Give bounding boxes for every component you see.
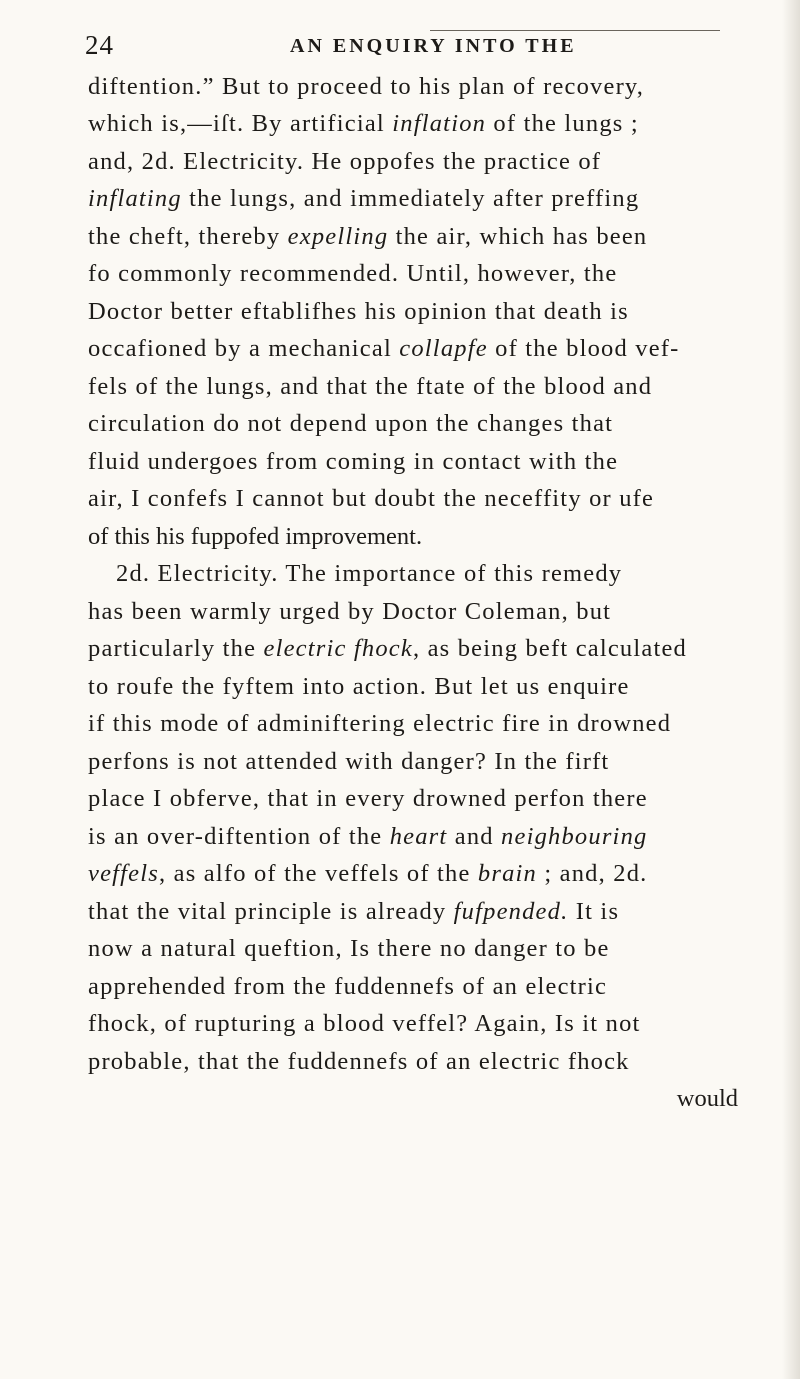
text-segment: perfons is not attended with danger? In the firft: [88, 748, 610, 775]
text-segment: ; and, 2d.: [537, 860, 648, 887]
text-line: [88, 297, 629, 327]
page-header: [85, 30, 725, 60]
text-segment: fluid undergoes from coming in contact with the: [88, 448, 619, 475]
text-segment: fo commonly recommended. Until, however, the: [88, 260, 618, 287]
text-line: [88, 1047, 630, 1077]
text-segment: the cheft, thereby: [88, 223, 288, 250]
text-segment: fhock, of rupturing a blood veffel? Again, Is it not: [88, 1010, 641, 1037]
text-line: [677, 1084, 738, 1114]
text-segment: It is: [568, 898, 620, 925]
text-segment: probable, that the fuddennefs of an electric fhock: [88, 1048, 630, 1075]
text-line: [88, 447, 618, 477]
text-line: [88, 184, 639, 214]
text-line: [88, 709, 671, 739]
text-line: [88, 672, 630, 702]
italic-text-segment: inflating: [88, 185, 182, 212]
text-line: [88, 409, 613, 439]
text-segment: of the lungs ;: [486, 110, 639, 137]
text-segment: , as being beft calculated: [412, 635, 687, 662]
italic-text-segment: neighbouring: [501, 823, 648, 850]
text-line: [88, 634, 687, 664]
text-line: [88, 259, 617, 289]
text-segment: is an over-diftention of the: [88, 823, 390, 850]
text-line: [88, 72, 644, 102]
italic-text-segment: collapfe: [399, 335, 488, 362]
text-segment: apprehended from the fuddennefs of an electric: [88, 973, 608, 1000]
header-rule: [430, 30, 720, 31]
text-line: [88, 522, 422, 552]
text-segment: circulation do not depend upon the changes that: [88, 410, 614, 437]
italic-text-segment: heart: [389, 823, 448, 850]
text-segment: place I obferve, that in every drowned perfon there: [88, 785, 648, 812]
text-segment: , as alfo of the veffels of the: [158, 860, 478, 887]
text-line: [88, 859, 648, 889]
text-segment: now a natural queftion, Is there no danger to be: [88, 935, 610, 962]
text-segment: occafioned by a mechanical: [88, 335, 400, 362]
text-segment: which is,—iſt. By artificial: [88, 110, 393, 137]
text-segment: the lungs, and immediately after preffing: [181, 185, 640, 212]
text-line: [88, 784, 648, 814]
text-segment: and: [447, 823, 502, 850]
italic-text-segment: fufpended.: [453, 898, 569, 925]
page-edge-shadow: [782, 0, 800, 1379]
text-line: [88, 597, 611, 627]
text-segment: air, I confefs I cannot but doubt the neceffity or ufe: [88, 485, 655, 512]
text-segment: would: [676, 1085, 738, 1112]
text-line: [88, 1009, 641, 1039]
text-line: [88, 484, 654, 514]
italic-text-segment: inflation: [392, 110, 487, 137]
italic-text-segment: electric fhock: [263, 635, 413, 662]
italic-text-segment: expelling: [287, 223, 389, 250]
text-segment: particularly the: [88, 635, 264, 662]
italic-text-segment: veffels: [88, 860, 159, 887]
text-segment: fels of the lungs, and that the ftate of the blood and: [88, 373, 653, 400]
text-line: [88, 822, 647, 852]
text-segment: Doctor better eftablifhes his opinion that death is: [88, 298, 629, 325]
text-segment: diftention.” But to proceed to his plan of recovery,: [88, 73, 645, 100]
text-segment: to roufe the fyftem into action. But let us enquire: [88, 673, 630, 700]
text-line: [88, 897, 619, 927]
running-head: AN ENQUIRY INTO THE: [290, 35, 577, 57]
text-segment: the air, which has been: [388, 223, 648, 250]
text-segment: of the blood vef-: [487, 335, 680, 362]
text-segment: 2d. Electricity. The importance of this remedy: [116, 560, 623, 587]
text-line: [88, 747, 609, 777]
text-line: [88, 109, 639, 139]
text-segment: of this his fuppofed improvement.: [88, 523, 423, 550]
text-segment: and, 2d. Electricity. He oppofes the practice of: [88, 148, 602, 175]
page-number: 24: [85, 30, 114, 60]
text-segment: has been warmly urged by Doctor Coleman, but: [88, 598, 612, 625]
text-segment: if this mode of adminiftering electric fire in drowned: [88, 710, 672, 737]
text-line: [88, 934, 610, 964]
italic-text-segment: brain: [477, 860, 537, 887]
text-line: [116, 559, 622, 589]
text-line: [88, 372, 652, 402]
text-line: [88, 972, 607, 1002]
text-segment: that the vital principle is already: [88, 898, 454, 925]
text-line: [88, 334, 680, 364]
text-line: [88, 147, 601, 177]
text-line: [88, 222, 647, 252]
